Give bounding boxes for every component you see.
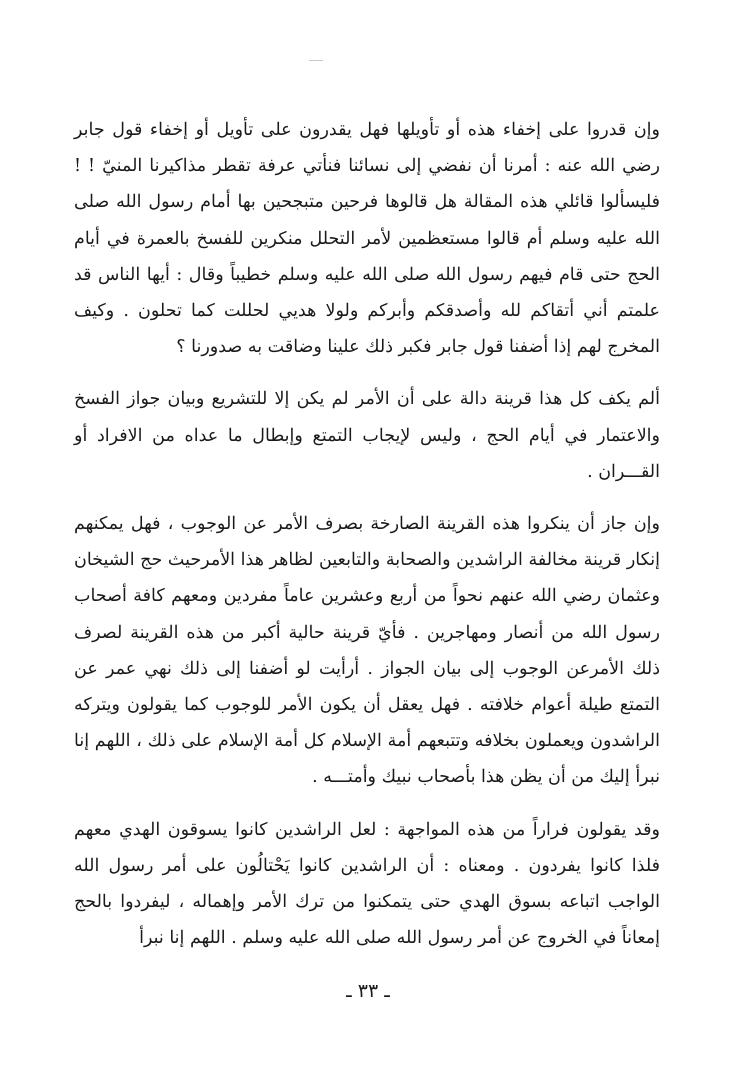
page-number: ـ ٣٣ ـ bbox=[346, 980, 390, 1002]
scan-speck bbox=[309, 60, 323, 61]
paragraph-1: وإن قدروا على إخفاء هذه أو تأويلها فهل يقدرون على تأويل أو إخفاء قول جابر رضي الله عنه : أمرنا أن نفضي إلى نسائنا فنأتي عرفة تقطر مذاكيرنا المنيّ ! ! فليسألوا قائلي هذه المقالة هل قالوها فرحين متبجحين بها أمام رسول الله صلى الله عليه وسلم أم قالوا مستعظمين لأمر التحلل منكرين للفسخ بالعمرة في أيام الحج حتى قام فيهم رسول الله صلى الله عليه وسلم خطيباً وقال : أيها الناس قد علمتم أني أتقاكم لله وأصدقكم وأبركم ولولا هديي لحللت كما تحلون . وكيف المخرج لهم إذا أضفنا قول جابر فكبر ذلك علينا وضاقت به صدورنا ؟ bbox=[74, 120, 660, 358]
paragraph-4: وقد يقولون فراراً من هذه المواجهة : لعل الراشدين كانوا يسوقون الهدي معهم فلذا كانوا يفردون . ومعناه : أن الراشدين كانوا يَحْتالُون على أمر رسول الله الواجب اتباعه بسوق الهدي حتى يتمكنوا من ترك الأمر وإهماله ، ليفردوا بالحج إمعاناً في الخروج عن أمر رسول الله صلى الله عليه وسلم . اللهم إنا نبرأ bbox=[74, 819, 660, 949]
paragraph-2: ألم يكف كل هذا قرينة دالة على أن الأمر لم يكن إلا للتشريع وبيان جواز الفسخ والاعتمار في أيام الحج ، وليس لإيجاب التمتع وإبطال ما عداه من الافراد أو القـــران . bbox=[74, 389, 660, 482]
paragraph-3: وإن جاز أن ينكروا هذه القرينة الصارخة بصرف الأمر عن الوجوب ، فهل يمكنهم إنكار قرينة مخالفة الراشدين والصحابة والتابعين لظاهر هذا الأمرحيث حج الشيخان وعثمان رضي الله عنهم نحواً من أربع وعشرين عاماً مفردين ومعهم كافة أصحاب رسول الله من أنصار ومهاجرين . فأيّ قرينة حالية أكبر من هذه القرينة لصرف ذلك الأمرعن الوجوب إلى بيان الجواز . أرأيت لو أضفنا إلى ذلك نهي عمر عن التمتع طيلة أعوام خلافته . فهل يعقل أن يكون الأمر للوجوب كما يقولون ويتركه الراشدون ويعملون بخلافه وتتبعهم أمة الإسلام كل أمة الإسلام على ذلك ، اللهم إنا نبرأ إليك من أن يظن هذا بأصحاب نبيك وأمتـــه . bbox=[74, 514, 660, 788]
page-body bbox=[74, 112, 660, 956]
